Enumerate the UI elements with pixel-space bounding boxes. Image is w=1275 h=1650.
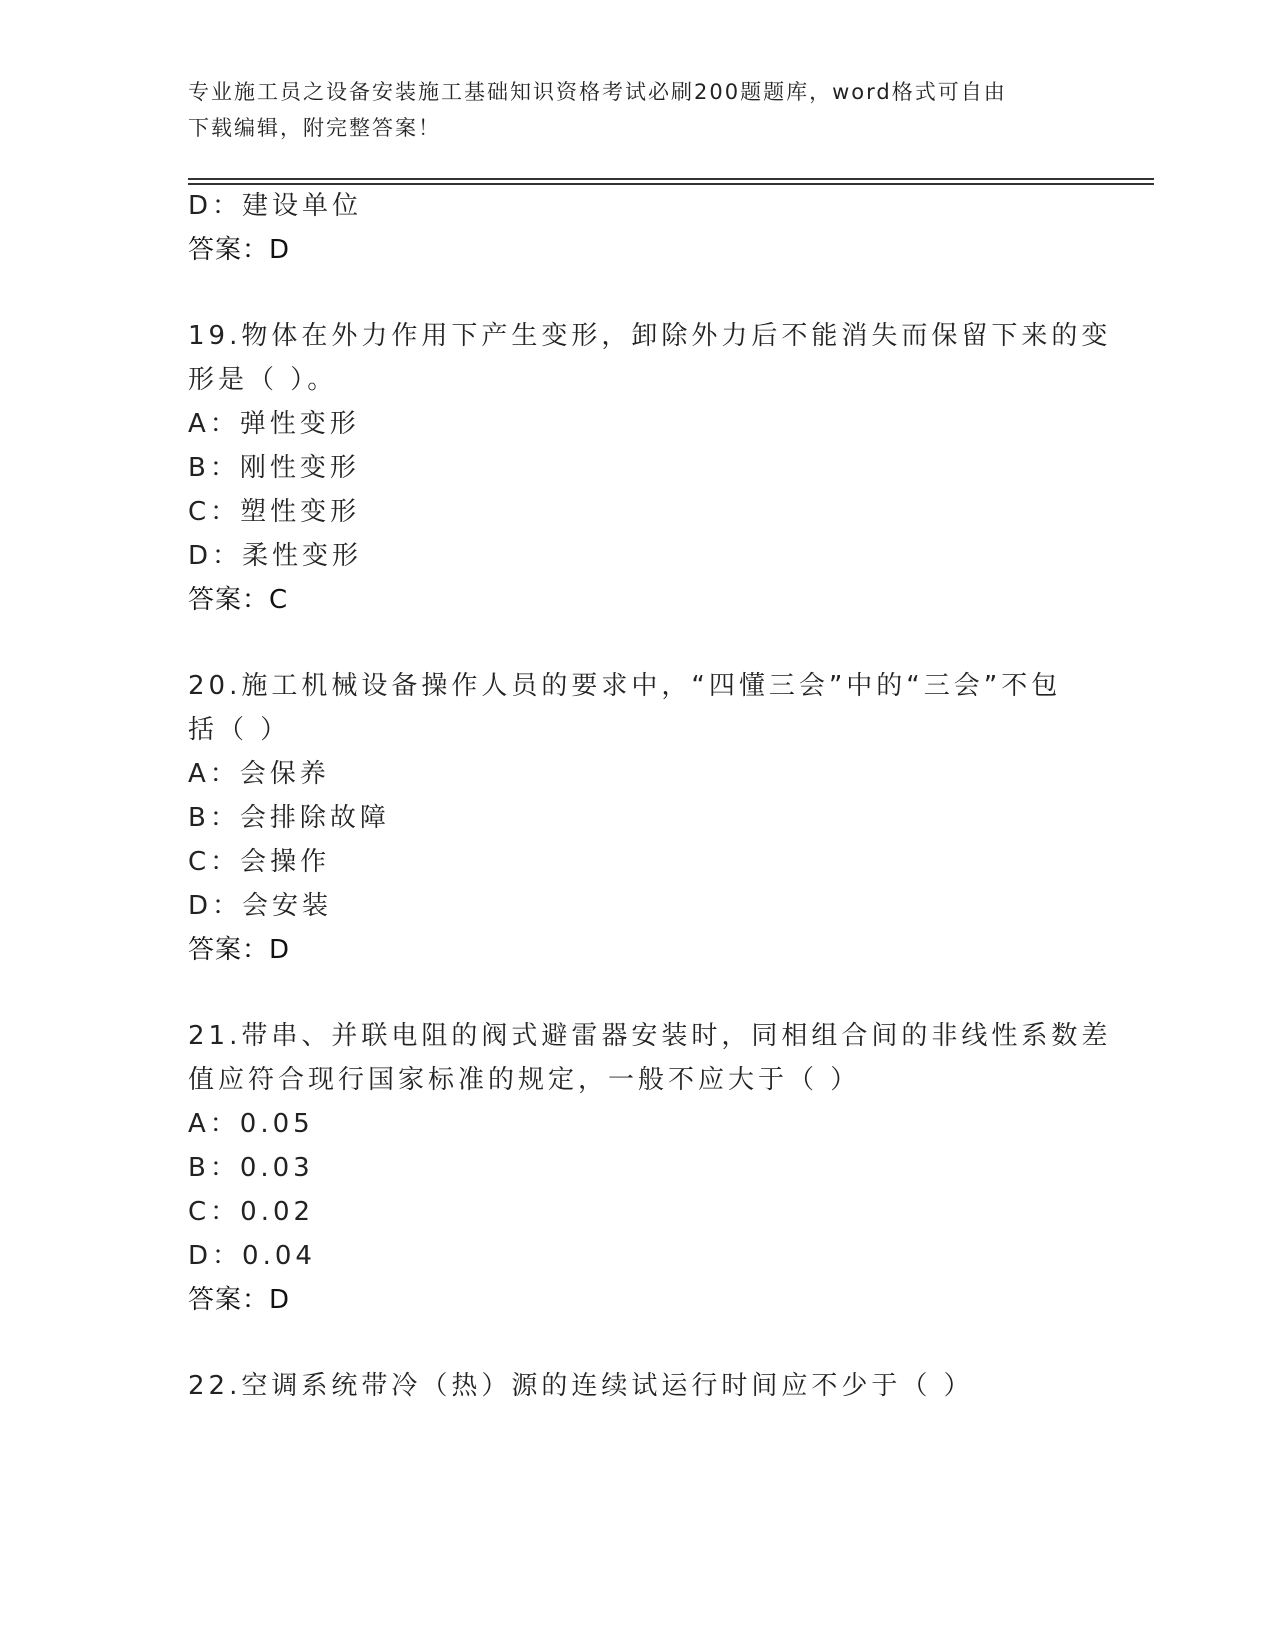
q20-option-b: B：会排除故障 [188,803,390,833]
prev-answer: 答案：D [188,235,291,265]
q19-option-a: A：弹性变形 [188,409,360,439]
q20-option-c: C：会操作 [188,847,331,877]
q21-option-d: D：0.04 [188,1241,316,1271]
q21-option-b: B：0.03 [188,1153,314,1183]
q20-stem-line-1: 20.施工机械设备操作人员的要求中，“四懂三会”中的“三会”不包 [188,671,1062,701]
q20-option-a: A：会保养 [188,759,330,789]
document-header [188,74,1068,146]
q21-option-c: C：0.02 [188,1197,315,1227]
q22-stem-line-1: 22.空调系统带冷（热）源的连续试运行时间应不少于（ ） [188,1371,974,1401]
q19-option-d: D：柔性变形 [188,541,363,571]
q19-option-c: C：塑性变形 [188,497,361,527]
q21-answer: 答案：D [188,1285,291,1315]
header-line-1: 专业施工员之设备安装施工基础知识资格考试必刷200题题库，word格式可自由 [188,80,1007,104]
q20-answer: 答案：D [188,935,291,965]
q21-option-a: A：0.05 [188,1109,314,1139]
header-divider-bottom [188,183,1154,185]
prev-option-d: D：建设单位 [188,191,363,221]
q21-stem-line-2: 值应符合现行国家标准的规定，一般不应大于（ ） [188,1065,861,1095]
header-line-2: 下载编辑，附完整答案！ [188,116,441,140]
q19-stem-line-1: 19.物体在外力作用下产生变形，卸除外力后不能消失而保留下来的变 [188,321,1112,351]
header-divider-top [188,178,1154,180]
q20-option-d: D：会安装 [188,891,333,921]
q19-answer: 答案：C [188,585,289,615]
q19-stem-line-2: 形是（ ）。 [188,365,338,395]
q20-stem-line-2: 括（ ） [188,715,291,745]
q19-option-b: B：刚性变形 [188,453,360,483]
q21-stem-line-1: 21.带串、并联电阻的阀式避雷器安装时，同相组合间的非线性系数差 [188,1021,1112,1051]
